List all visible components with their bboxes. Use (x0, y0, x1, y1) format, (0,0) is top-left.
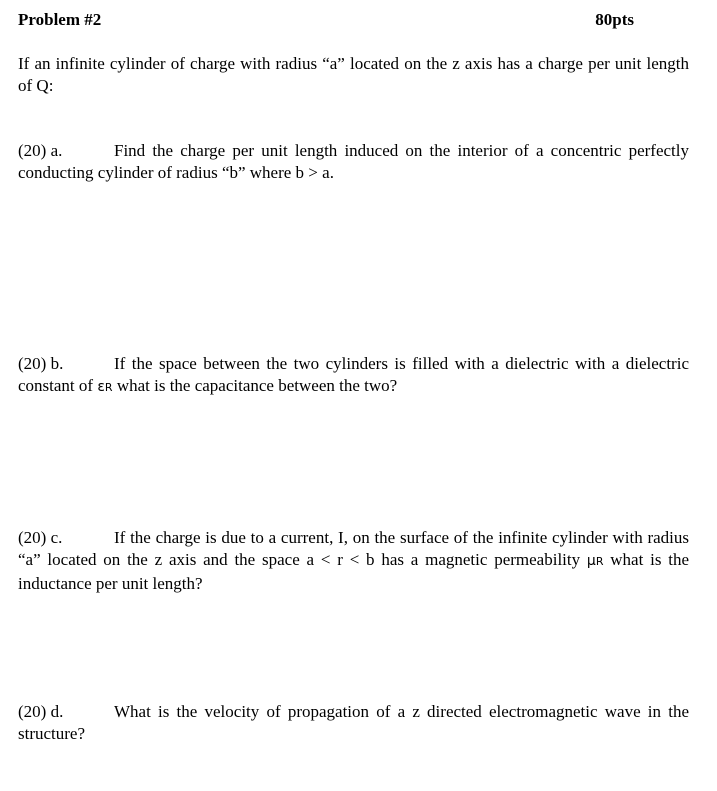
problem-points: 80pts (595, 10, 634, 29)
part-d-label: (20) d. (18, 702, 64, 721)
epsilon-subscript: R (104, 381, 113, 394)
mu-symbol: μ (586, 553, 596, 569)
part-c-label: (20) c. (18, 528, 63, 547)
part-b-text-before: If the space between the two cylinders is filled with a dielectric with a dielectric constant of (18, 354, 689, 395)
epsilon-symbol: ε (97, 379, 105, 395)
part-a-text: Find the charge per unit length induced on the interior of a concentric perfectly conducting cylinder of radius “b” where b > a. (18, 141, 689, 182)
part-c (18, 527, 689, 595)
problem-intro: If an infinite cylinder of charge with radius “a” located on the z axis has a charge per unit length of Q: (18, 54, 689, 95)
part-c-text-after: what is the inductance per unit length? (18, 550, 689, 593)
problem-title: Problem #2 (18, 10, 102, 29)
part-d-text: What is the velocity of propagation of a z directed electromagnetic wave in the structure? (18, 702, 689, 743)
part-a (18, 140, 689, 184)
part-b (18, 353, 689, 399)
part-c-text-before: If the charge is due to a current, I, on the surface of the infinite cylinder with radius “a” located on the z axis and the space a < r < b has a magnetic permeability (18, 528, 689, 569)
part-d (18, 701, 689, 745)
part-b-text-after: what is the capacitance between the two? (112, 376, 398, 395)
part-a-label: (20) a. (18, 141, 63, 160)
part-b-label: (20) b. (18, 354, 64, 373)
mu-subscript: R (595, 555, 604, 568)
